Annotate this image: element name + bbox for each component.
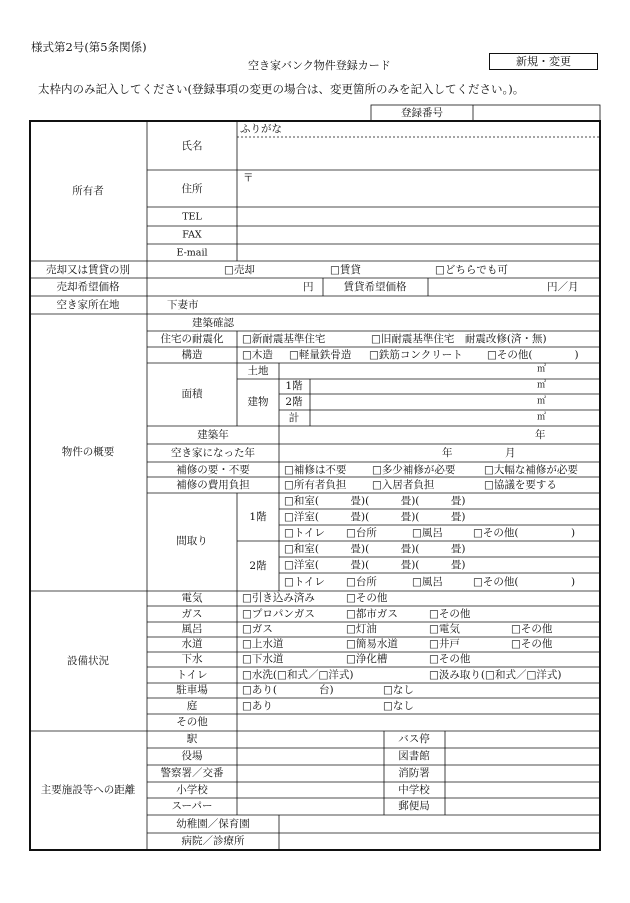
address-label: 住所 [181, 182, 203, 195]
water-simple-checkbox[interactable]: □ 簡易水道 [346, 639, 398, 650]
parking-label: 駐車場 [176, 683, 208, 696]
f2-toilet-checkbox[interactable]: □ トイレ [284, 577, 325, 588]
water-label: 水道 [181, 637, 203, 650]
distances-section-label: 主要施設等への距離 [40, 783, 136, 796]
bath-label: 風呂 [181, 622, 203, 635]
name-field[interactable] [238, 138, 599, 169]
bath-elec-checkbox[interactable]: □ 電気 [429, 624, 460, 635]
gas-label: ガス [181, 607, 203, 620]
repair-need-label: 補修の要・不要 [176, 463, 250, 476]
f2-western-room[interactable]: □ 洋室( 畳)( 畳)( 畳) [284, 560, 466, 571]
email-field[interactable] [238, 245, 599, 260]
mode-label: 新規・変更 [516, 55, 571, 68]
toilet-pit-checkbox[interactable]: □ 汲み取り(□和式／□洋式) [429, 670, 561, 681]
built-year-unit: 年 [535, 428, 546, 441]
garden-label: 庭 [186, 699, 198, 712]
floor2-unit: ㎡ [537, 396, 547, 407]
struct-light-checkbox[interactable]: □ 軽量鉄骨造 [289, 350, 351, 361]
layout-floor1-label: 1階 [249, 510, 267, 523]
total-unit: ㎡ [537, 412, 547, 423]
address-field[interactable] [238, 171, 599, 206]
sale-price-unit: 円 [303, 280, 314, 293]
toilet-label: トイレ [176, 668, 208, 681]
kindergarten-label: 幼稚園／保育園 [176, 817, 250, 830]
water-well-checkbox[interactable]: □ 井戸 [429, 639, 460, 650]
struct-other-checkbox[interactable]: □ その他( ) [487, 350, 579, 361]
fire-label: 消防署 [398, 766, 430, 779]
building-confirm-label: 建築確認 [192, 316, 234, 329]
f2-bath-checkbox[interactable]: □ 風呂 [412, 577, 443, 588]
bath-other-checkbox[interactable]: □ その他 [511, 624, 552, 635]
tel-label: TEL [182, 211, 202, 223]
location-value: 下妻市 [167, 298, 199, 311]
floor2-area-label: 2階 [285, 395, 303, 408]
layout-label: 間取り [176, 534, 208, 547]
sewer-label: 下水 [181, 652, 203, 665]
bath-gas-checkbox[interactable]: □ ガス [242, 624, 273, 635]
floor1-unit: ㎡ [537, 380, 547, 391]
f2-japanese-room[interactable]: □ 和室( 畳)( 畳)( 畳) [284, 544, 466, 555]
f1-other-checkbox[interactable]: □ その他( ) [473, 528, 575, 539]
sale-price-label: 売却希望価格 [56, 280, 120, 293]
sewer-other-checkbox[interactable]: □ その他 [429, 654, 470, 665]
property-section-label: 物件の概要 [61, 445, 115, 458]
supermarket-label: スーパー [171, 799, 213, 812]
f1-kitchen-checkbox[interactable]: □ 台所 [346, 528, 377, 539]
email-label: E-mail [176, 247, 208, 259]
seismic-label: 住宅の耐震化 [160, 332, 224, 345]
built-year-label: 建築年 [197, 428, 229, 441]
bus-label: バス停 [398, 732, 430, 745]
seismic-new-checkbox[interactable]: □ 新耐震基準住宅 [242, 334, 325, 345]
floor1-area-label: 1階 [285, 379, 303, 392]
misc-field[interactable] [238, 715, 599, 730]
f1-japanese-room[interactable]: □ 和室( 畳)( 畳)( 畳) [284, 496, 466, 507]
elec-other-checkbox[interactable]: □ その他 [346, 593, 387, 604]
rent-price-label: 賃貸希望価格 [343, 280, 407, 293]
toilet-flush-checkbox[interactable]: □ 水洗(□和式／□洋式) [242, 670, 353, 681]
bath-oil-checkbox[interactable]: □ 灯油 [346, 624, 377, 635]
building-label: 建物 [247, 395, 269, 408]
instruction-text: 太枠内のみ記入してください(登録事項の変更の場合は、変更箇所のみを記入してください。)。 [38, 82, 525, 96]
land-label: 土地 [247, 364, 269, 377]
repair-major-checkbox[interactable]: □ 大幅な補修が必要 [484, 465, 578, 476]
area-label: 面積 [181, 387, 203, 400]
water-city-checkbox[interactable]: □ 上水道 [242, 639, 283, 650]
gas-propane-checkbox[interactable]: □ プロパンガス [242, 609, 315, 620]
land-unit: ㎡ [537, 364, 547, 375]
location-label: 空き家所在地 [56, 298, 120, 311]
sewer-septic-checkbox[interactable]: □ 浄化槽 [346, 654, 387, 665]
total-area-label: 計 [288, 411, 300, 424]
fax-field[interactable] [238, 227, 599, 243]
parking-yes-checkbox[interactable]: □ あり( 台) [242, 685, 334, 696]
facilities-section-label: 設備状況 [67, 654, 109, 667]
gas-other-checkbox[interactable]: □ その他 [429, 609, 470, 620]
cost-tenant-checkbox[interactable]: □ 入居者負担 [372, 480, 434, 491]
cost-owner-checkbox[interactable]: □ 所有者負担 [284, 480, 346, 491]
repair-cost-label: 補修の費用負担 [176, 478, 250, 491]
post-office-label: 郵便局 [398, 799, 430, 812]
name-label: 氏名 [181, 139, 203, 152]
vacant-since-label: 空き家になった年 [171, 446, 255, 459]
library-label: 図書館 [398, 749, 430, 762]
gas-city-checkbox[interactable]: □ 都市ガス [346, 609, 398, 620]
struct-rc-checkbox[interactable]: □ 鉄筋コンクリート [369, 350, 463, 361]
misc-label: その他 [176, 715, 208, 728]
electric-label: 電気 [181, 591, 203, 604]
elementary-label: 小学校 [176, 783, 208, 796]
water-other-checkbox[interactable]: □ その他 [511, 639, 552, 650]
city-hall-label: 役場 [181, 749, 203, 762]
deal-either-checkbox[interactable]: □ どちらでも可 [435, 265, 508, 276]
rent-price-unit: 円／月 [547, 280, 579, 293]
repair-none-checkbox[interactable]: □ 補修は不要 [284, 465, 346, 476]
registration-number-label: 登録番号 [401, 106, 443, 119]
registration-number-field[interactable] [474, 106, 599, 120]
seismic-old-checkbox[interactable]: □ 旧耐震基準住宅 耐震改修(済・無) [371, 334, 547, 345]
owner-section-label: 所有者 [72, 184, 104, 197]
hospital-label: 病院／診療所 [181, 834, 245, 847]
form-number: 様式第2号(第5条関係) [31, 40, 147, 54]
station-label: 駅 [186, 732, 198, 745]
tel-field[interactable] [238, 208, 599, 225]
f2-kitchen-checkbox[interactable]: □ 台所 [346, 577, 377, 588]
elec-in-checkbox[interactable]: □ 引き込み済み [242, 593, 315, 604]
f1-toilet-checkbox[interactable]: □ トイレ [284, 528, 325, 539]
police-label: 警察署／交番 [160, 766, 224, 779]
junior-high-label: 中学校 [398, 783, 430, 796]
f2-other-checkbox[interactable]: □ その他( ) [473, 577, 575, 588]
parking-no-checkbox[interactable]: □ なし [383, 685, 414, 696]
deal-rent-checkbox[interactable]: □ 賃貸 [330, 265, 361, 276]
deal-type-label: 売却又は賃貸の別 [46, 263, 130, 276]
garden-no-checkbox[interactable]: □ なし [383, 701, 414, 712]
layout-floor2-label: 2階 [249, 559, 267, 572]
fax-label: FAX [182, 229, 202, 241]
furigana-label: ふりがな [240, 122, 282, 135]
garden-yes-checkbox[interactable]: □ あり [242, 701, 273, 712]
sewer-city-checkbox[interactable]: □ 下水道 [242, 654, 283, 665]
vacant-since-unit: 年 月 [442, 446, 516, 459]
document-title: 空き家バンク物件登録カード [248, 59, 391, 72]
deal-sale-checkbox[interactable]: □ 売却 [224, 265, 255, 276]
repair-some-checkbox[interactable]: □ 多少補修が必要 [372, 465, 455, 476]
cost-discuss-checkbox[interactable]: □ 協議を要する [484, 480, 557, 491]
f1-bath-checkbox[interactable]: □ 風呂 [412, 528, 443, 539]
postal-mark: 〒 [243, 171, 254, 184]
structure-label: 構造 [181, 348, 203, 361]
f1-western-room[interactable]: □ 洋室( 畳)( 畳)( 畳) [284, 512, 466, 523]
struct-wood-checkbox[interactable]: □ 木造 [242, 350, 273, 361]
